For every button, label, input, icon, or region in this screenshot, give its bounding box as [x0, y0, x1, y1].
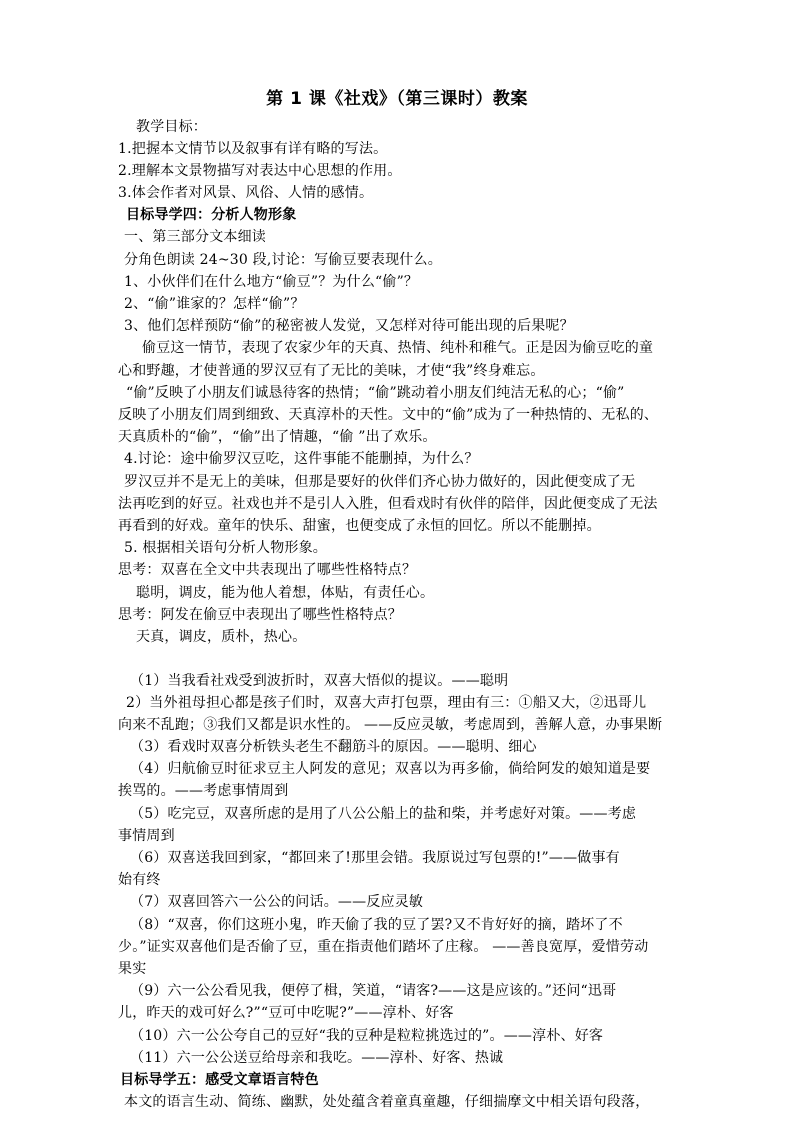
- text-line: 挨骂的。——考虑事情周到: [118, 783, 289, 799]
- text-line: （3）看戏时双喜分析铁头老生不翻筋斗的原因。——聪明、细心: [130, 739, 537, 755]
- text-line: 反映了小朋友们周到细致、天真淳朴的天性。文中的“偷”成为了一种热情的、无私的、: [118, 407, 659, 423]
- text-line: （1）当我看社戏受到波折时，双喜大悟似的提议。——聪明: [130, 673, 509, 689]
- text-line: 2）当外祖母担心都是孩子们时，双喜大声打包票，理由有三：①船又大，②迅哥儿: [126, 695, 647, 711]
- text-line: 1、小伙伴们在什么地方“偷豆”？为什么“偷”？: [124, 274, 419, 290]
- text-line: 3、他们怎样预防“偷”的秘密被人发觉，又怎样对待可能出现的后果呢？: [124, 318, 574, 334]
- text-line: 偷豆这一情节，表现了农家少年的天真、热情、纯朴和稚气。正是因为偷豆吃的童: [142, 340, 654, 356]
- text-line: 始有终: [118, 872, 161, 888]
- text-line: 思考：阿发在偷豆中表现出了哪些性格特点？: [118, 607, 402, 623]
- text-line: （10）六一公公夸自己的豆好“我的豆种是粒粒挑选过的”。——淳朴、好客: [130, 1028, 604, 1044]
- text-line: 向来不乱跑；③我们又都是识水性的。 ——反应灵敏，考虑周到，善解人意，办事果断: [118, 717, 663, 733]
- text-line: （9）六一公公看见我，便停了楫，笑道，“请客?——这是应该的。”还问“迅哥: [130, 983, 617, 999]
- text-line: （4）归航偷豆时征求豆主人阿发的意见；双喜以为再多偷，倘给阿发的娘知道是要: [130, 761, 651, 777]
- text-line: 果实: [118, 961, 147, 977]
- text-line: 再看到的好戏。童年的快乐、甜蜜，也便变成了永恒的回忆。所以不能删掉。: [118, 518, 601, 534]
- text-line: 法再吃到的好豆。社戏也并不是引人入胜，但看戏时有伙伴的陪伴，因此便变成了无法: [118, 496, 658, 512]
- text-line: 本文的语言生动、简练、幽默，处处蕴含着童真童趣，仔细揣摩文中相关语句段落，: [124, 1094, 650, 1110]
- text-line: 天真，调皮，质朴，热心。: [136, 629, 307, 645]
- text-line: 一、第三部分文本细读: [124, 229, 266, 245]
- text-line: 5. 根据相关语句分析人物形象。: [124, 540, 328, 556]
- text-line: 天真质朴的“偷”，“偷”出了情趣，“偷 ”出了欢乐。: [118, 429, 437, 445]
- text-line: 分角色朗读 24~30 段,讨论：写偷豆要表现什么。: [124, 252, 442, 268]
- text-line: 罗汉豆并不是无上的美味，但那是要好的伙伴们齐心协力做好的，因此便变成了无: [124, 474, 636, 490]
- text-line: （11）六一公公送豆给母亲和我吃。——淳朴、好客、热诚: [130, 1050, 504, 1066]
- text-line: （6）双喜送我回到家，“都回来了!那里会错。我原说过写包票的!”——做事有: [130, 850, 620, 866]
- section-heading: 目标导学四：分析人物形象: [126, 207, 297, 223]
- text-line: 思考：双喜在全文中共表现出了哪些性格特点？: [118, 562, 417, 578]
- text-line: 心和野趣，才使普通的罗汉豆有了无比的美味，才使“我”终身难忘。: [118, 363, 545, 379]
- text-line: 3.体会作者对风景、风俗、人情的感情。: [118, 185, 374, 201]
- text-line: 少。”证实双喜他们是否偷了豆，重在指责他们踏坏了庄稼。 ——善良宽厚，爱惜劳动: [118, 939, 649, 955]
- text-line: “偷”反映了小朋友们诚恳待客的热情；“偷”跳动着小朋友们纯洁无私的心；“偷”: [126, 385, 625, 401]
- text-line: 2、“偷”谁家的？怎样“偷”？: [124, 296, 305, 312]
- section-heading: 目标导学五：感受文章语言特色: [120, 1072, 319, 1088]
- text-line: （7）双喜回答六一公公的问话。——反应灵敏: [130, 894, 424, 910]
- text-line: （8）“双喜，你们这班小鬼，昨天偷了我的豆了罢?又不肯好好的摘，踏坏了不: [130, 917, 623, 933]
- text-line: 事情周到: [118, 828, 175, 844]
- text-line: 教学目标：: [136, 119, 207, 135]
- page-title: 第 1 课《社戏》（第三课时）教案: [266, 89, 528, 109]
- text-line: 聪明，调皮，能为他人着想，体贴，有责任心。: [136, 585, 435, 601]
- text-line: 4.讨论：途中偷罗汉豆吃，这件事能不能删掉，为什么？: [124, 451, 479, 467]
- text-line: （5）吃完豆，双喜所虑的是用了八公公船上的盐和柴，并考虑好对策。——考虑: [130, 806, 637, 822]
- text-line: 2.理解本文景物描写对表达中心思想的作用。: [118, 163, 402, 179]
- text-line: 1.把握本文情节以及叙事有详有略的写法。: [118, 141, 388, 157]
- text-line: 儿，昨天的戏可好么?”“豆可中吃呢?”——淳朴、好客: [118, 1005, 454, 1021]
